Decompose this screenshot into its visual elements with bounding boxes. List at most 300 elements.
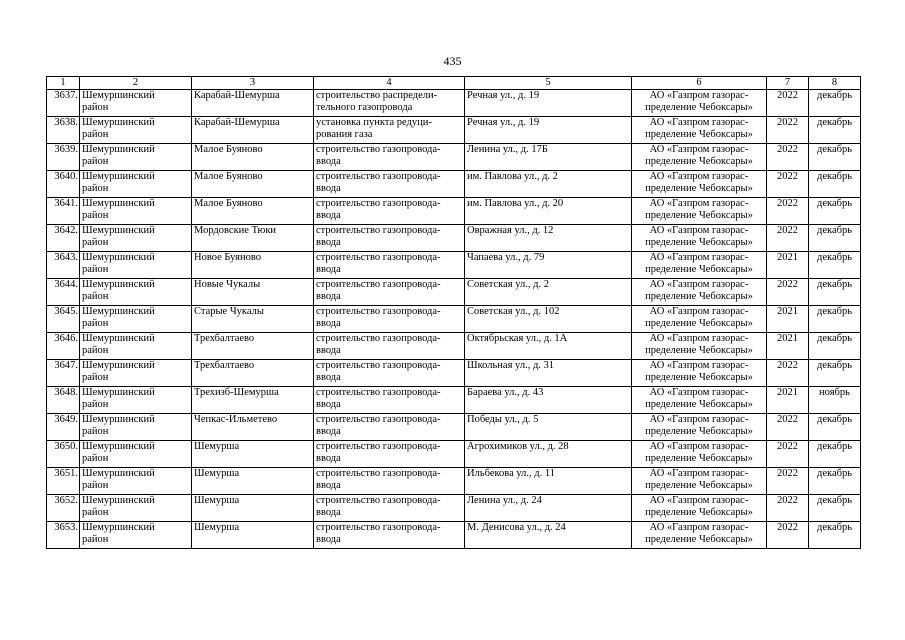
organization-cell xyxy=(632,414,767,441)
row-number xyxy=(47,144,80,171)
district-cell-line: Шемуршинский xyxy=(82,279,155,290)
locality-cell-line: Трехбалтаево xyxy=(194,360,255,371)
column-header: 5 xyxy=(465,77,632,90)
row-number-line: 3651. xyxy=(54,468,78,479)
table-row xyxy=(47,225,861,252)
work-type-cell xyxy=(314,306,465,333)
district-cell-line: район xyxy=(82,156,109,167)
year-cell-line: 2022 xyxy=(777,117,798,128)
month-cell xyxy=(809,90,861,117)
work-type-cell xyxy=(314,522,465,549)
month-cell-line: декабрь xyxy=(817,225,852,236)
organization-cell xyxy=(632,117,767,144)
work-type-cell-line: ввода xyxy=(316,534,341,545)
district-cell-line: Шемуршинский xyxy=(82,252,155,263)
address-cell-line: Советская ул., д. 2 xyxy=(467,279,549,290)
year-cell-line: 2021 xyxy=(777,252,798,263)
year-cell xyxy=(767,252,809,279)
organization-cell xyxy=(632,279,767,306)
month-cell-line: декабрь xyxy=(817,306,852,317)
row-number xyxy=(47,279,80,306)
work-type-cell-line: ввода xyxy=(316,156,341,167)
year-cell xyxy=(767,306,809,333)
address-cell-line: Речная ул., д. 19 xyxy=(467,117,540,128)
organization-cell-line: АО «Газпром газорас- xyxy=(649,414,749,425)
organization-cell xyxy=(632,387,767,414)
district-cell-line: район xyxy=(82,480,109,491)
district-cell-line: район xyxy=(82,210,109,221)
address-cell-line: Агрохимиков ул., д. 28 xyxy=(467,441,569,452)
organization-cell-line: пределение Чебоксары» xyxy=(645,129,753,140)
row-number xyxy=(47,360,80,387)
organization-cell-line: АО «Газпром газорас- xyxy=(649,225,749,236)
organization-cell-line: АО «Газпром газорас- xyxy=(649,117,749,128)
work-type-cell-line: строительство газопровода- xyxy=(316,468,441,479)
year-cell-line: 2022 xyxy=(777,495,798,506)
page-number: 435 xyxy=(443,54,462,68)
row-number xyxy=(47,468,80,495)
work-type-cell-line: строительство газопровода- xyxy=(316,198,441,209)
district-cell-line: Шемуршинский xyxy=(82,198,155,209)
month-cell-line: декабрь xyxy=(817,279,852,290)
work-type-cell xyxy=(314,387,465,414)
organization-cell-line: пределение Чебоксары» xyxy=(645,237,753,248)
organization-cell-line: АО «Газпром газорас- xyxy=(649,468,749,479)
work-type-cell-line: строительство газопровода- xyxy=(316,441,441,452)
district-cell-line: район xyxy=(82,291,109,302)
address-cell xyxy=(465,387,632,414)
month-cell-line: декабрь xyxy=(817,333,852,344)
work-type-cell xyxy=(314,495,465,522)
year-cell xyxy=(767,441,809,468)
year-cell-line: 2021 xyxy=(777,387,798,398)
year-cell-line: 2022 xyxy=(777,468,798,479)
month-cell xyxy=(809,414,861,441)
district-cell-line: Шемуршинский xyxy=(82,90,155,101)
year-cell xyxy=(767,198,809,225)
work-type-cell-line: ввода xyxy=(316,291,341,302)
address-cell xyxy=(465,117,632,144)
month-cell xyxy=(809,144,861,171)
month-cell xyxy=(809,360,861,387)
work-type-cell-line: строительство газопровода- xyxy=(316,225,441,236)
work-type-cell-line: ввода xyxy=(316,237,341,248)
row-number-line: 3645. xyxy=(54,306,78,317)
year-cell xyxy=(767,171,809,198)
work-type-cell xyxy=(314,225,465,252)
address-cell xyxy=(465,468,632,495)
year-cell xyxy=(767,333,809,360)
month-cell xyxy=(809,387,861,414)
organization-cell-line: АО «Газпром газорас- xyxy=(649,387,749,398)
table-row xyxy=(47,279,861,306)
row-number-line: 3640. xyxy=(54,171,78,182)
district-cell xyxy=(80,441,192,468)
work-type-cell xyxy=(314,468,465,495)
district-cell-line: район xyxy=(82,399,109,410)
table-row xyxy=(47,441,861,468)
month-cell-line: декабрь xyxy=(817,144,852,155)
month-cell xyxy=(809,441,861,468)
locality-cell xyxy=(192,198,314,225)
locality-cell-line: Новые Чукалы xyxy=(194,279,261,290)
address-cell xyxy=(465,144,632,171)
month-cell xyxy=(809,198,861,225)
work-type-cell-line: ввода xyxy=(316,345,341,356)
locality-cell-line: Трехизб-Шемурша xyxy=(194,387,279,398)
address-cell xyxy=(465,333,632,360)
month-cell-line: декабрь xyxy=(817,252,852,263)
year-cell xyxy=(767,360,809,387)
district-cell-line: Шемуршинский xyxy=(82,495,155,506)
locality-cell xyxy=(192,117,314,144)
work-type-cell-line: ввода xyxy=(316,264,341,275)
locality-cell-line: Шемурша xyxy=(194,522,240,533)
district-cell xyxy=(80,522,192,549)
organization-cell-line: пределение Чебоксары» xyxy=(645,453,753,464)
address-cell-line: им. Павлова ул., д. 20 xyxy=(467,198,564,209)
row-number-line: 3637. xyxy=(54,90,78,101)
year-cell-line: 2022 xyxy=(777,414,798,425)
table-row xyxy=(47,171,861,198)
locality-cell xyxy=(192,225,314,252)
address-cell xyxy=(465,414,632,441)
month-cell xyxy=(809,522,861,549)
address-cell-line: Речная ул., д. 19 xyxy=(467,90,540,101)
year-cell xyxy=(767,495,809,522)
work-type-cell-line: установка пункта редуци- xyxy=(316,117,432,128)
work-type-cell xyxy=(314,171,465,198)
district-cell xyxy=(80,333,192,360)
address-cell xyxy=(465,279,632,306)
district-cell xyxy=(80,414,192,441)
column-header: 2 xyxy=(80,77,192,90)
organization-cell-line: пределение Чебоксары» xyxy=(645,534,753,545)
address-cell xyxy=(465,252,632,279)
locality-cell xyxy=(192,441,314,468)
work-type-cell xyxy=(314,441,465,468)
column-header: 1 xyxy=(47,77,80,90)
district-cell-line: район xyxy=(82,102,109,113)
row-number xyxy=(47,441,80,468)
table-row xyxy=(47,522,861,549)
row-number xyxy=(47,495,80,522)
month-cell-line: ноябрь xyxy=(819,387,850,398)
district-cell-line: Шемуршинский xyxy=(82,171,155,182)
work-type-cell-line: тельного газопровода xyxy=(316,102,413,113)
organization-cell-line: АО «Газпром газорас- xyxy=(649,252,749,263)
district-cell xyxy=(80,495,192,522)
organization-cell-line: АО «Газпром газорас- xyxy=(649,144,749,155)
year-cell-line: 2021 xyxy=(777,333,798,344)
locality-cell-line: Шемурша xyxy=(194,468,240,479)
organization-cell-line: пределение Чебоксары» xyxy=(645,102,753,113)
year-cell xyxy=(767,468,809,495)
district-cell xyxy=(80,171,192,198)
organization-cell-line: пределение Чебоксары» xyxy=(645,399,753,410)
month-cell-line: декабрь xyxy=(817,171,852,182)
month-cell-line: декабрь xyxy=(817,495,852,506)
table-row xyxy=(47,198,861,225)
address-cell-line: им. Павлова ул., д. 2 xyxy=(467,171,558,182)
work-type-cell-line: ввода xyxy=(316,480,341,491)
organization-cell-line: АО «Газпром газорас- xyxy=(649,522,749,533)
locality-cell xyxy=(192,360,314,387)
row-number-line: 3644. xyxy=(54,279,78,290)
table-row xyxy=(47,495,861,522)
address-cell-line: Чапаева ул., д. 79 xyxy=(467,252,545,263)
district-cell xyxy=(80,117,192,144)
row-number-line: 3643. xyxy=(54,252,78,263)
address-cell-line: Победы ул., д. 5 xyxy=(467,414,539,425)
district-cell-line: район xyxy=(82,534,109,545)
table-row xyxy=(47,252,861,279)
district-cell xyxy=(80,387,192,414)
locality-cell xyxy=(192,387,314,414)
locality-cell-line: Трехбалтаево xyxy=(194,333,255,344)
month-cell-line: декабрь xyxy=(817,90,852,101)
row-number xyxy=(47,117,80,144)
organization-cell-line: пределение Чебоксары» xyxy=(645,291,753,302)
organization-cell-line: АО «Газпром газорас- xyxy=(649,171,749,182)
organization-cell-line: пределение Чебоксары» xyxy=(645,345,753,356)
organization-cell xyxy=(632,306,767,333)
row-number-line: 3648. xyxy=(54,387,78,398)
organization-cell-line: пределение Чебоксары» xyxy=(645,183,753,194)
organization-cell xyxy=(632,468,767,495)
row-number xyxy=(47,306,80,333)
work-type-cell-line: ввода xyxy=(316,399,341,410)
organization-cell-line: АО «Газпром газорас- xyxy=(649,306,749,317)
year-cell-line: 2022 xyxy=(777,441,798,452)
work-type-cell-line: ввода xyxy=(316,210,341,221)
district-cell xyxy=(80,360,192,387)
address-cell xyxy=(465,495,632,522)
locality-cell-line: Новое Буяново xyxy=(194,252,261,263)
column-header: 3 xyxy=(192,77,314,90)
district-cell xyxy=(80,225,192,252)
year-cell-line: 2022 xyxy=(777,144,798,155)
locality-cell xyxy=(192,414,314,441)
row-number xyxy=(47,90,80,117)
locality-cell-line: Старые Чукалы xyxy=(194,306,264,317)
district-cell-line: Шемуршинский xyxy=(82,414,155,425)
address-cell-line: Ленина ул., д. 24 xyxy=(467,495,542,506)
year-cell-line: 2022 xyxy=(777,279,798,290)
organization-cell xyxy=(632,360,767,387)
month-cell-line: декабрь xyxy=(817,522,852,533)
table-row xyxy=(47,414,861,441)
locality-cell-line: Малое Буяново xyxy=(194,171,263,182)
organization-cell-line: АО «Газпром газорас- xyxy=(649,279,749,290)
locality-cell xyxy=(192,279,314,306)
work-type-cell-line: строительство газопровода- xyxy=(316,279,441,290)
work-type-cell-line: строительство газопровода- xyxy=(316,171,441,182)
locality-cell-line: Шемурша xyxy=(194,441,240,452)
work-type-cell xyxy=(314,252,465,279)
work-type-cell-line: ввода xyxy=(316,426,341,437)
district-cell-line: район xyxy=(82,183,109,194)
work-type-cell-line: ввода xyxy=(316,318,341,329)
row-number xyxy=(47,225,80,252)
table-row xyxy=(47,144,861,171)
row-number-line: 3646. xyxy=(54,333,78,344)
address-cell-line: Октябрьская ул., д. 1А xyxy=(467,333,568,344)
row-number xyxy=(47,333,80,360)
organization-cell xyxy=(632,144,767,171)
district-cell-line: Шемуршинский xyxy=(82,225,155,236)
locality-cell xyxy=(192,144,314,171)
month-cell xyxy=(809,306,861,333)
month-cell-line: декабрь xyxy=(817,117,852,128)
month-cell-line: декабрь xyxy=(817,360,852,371)
table-body xyxy=(47,90,861,549)
organization-cell-line: АО «Газпром газорас- xyxy=(649,495,749,506)
month-cell xyxy=(809,252,861,279)
address-cell-line: Овражная ул., д. 12 xyxy=(467,225,554,236)
address-cell-line: М. Денисова ул., д. 24 xyxy=(467,522,566,533)
district-cell-line: район xyxy=(82,264,109,275)
address-cell xyxy=(465,90,632,117)
column-header: 6 xyxy=(632,77,767,90)
district-cell-line: Шемуршинский xyxy=(82,468,155,479)
district-cell-line: район xyxy=(82,426,109,437)
row-number-line: 3650. xyxy=(54,441,78,452)
district-cell xyxy=(80,468,192,495)
organization-cell-line: пределение Чебоксары» xyxy=(645,318,753,329)
row-number-line: 3642. xyxy=(54,225,78,236)
district-cell-line: Шемуршинский xyxy=(82,144,155,155)
district-cell xyxy=(80,279,192,306)
work-type-cell xyxy=(314,333,465,360)
year-cell-line: 2022 xyxy=(777,90,798,101)
organization-cell-line: пределение Чебоксары» xyxy=(645,210,753,221)
work-type-cell-line: ввода xyxy=(316,372,341,383)
locality-cell-line: Чепкас-Ильметево xyxy=(194,414,278,425)
table-row xyxy=(47,333,861,360)
month-cell xyxy=(809,495,861,522)
row-number-line: 3652. xyxy=(54,495,78,506)
work-type-cell-line: строительство газопровода- xyxy=(316,522,441,533)
locality-cell xyxy=(192,252,314,279)
address-cell-line: Ленина ул., д. 17Б xyxy=(467,144,548,155)
row-number-line: 3649. xyxy=(54,414,78,425)
year-cell xyxy=(767,522,809,549)
work-type-cell xyxy=(314,279,465,306)
address-cell-line: Советская ул., д. 102 xyxy=(467,306,560,317)
year-cell-line: 2022 xyxy=(777,171,798,182)
locality-cell xyxy=(192,495,314,522)
work-type-cell xyxy=(314,117,465,144)
year-cell xyxy=(767,90,809,117)
district-cell xyxy=(80,90,192,117)
district-cell xyxy=(80,306,192,333)
locality-cell-line: Малое Буяново xyxy=(194,198,263,209)
district-cell-line: Шемуршинский xyxy=(82,333,155,344)
organization-cell xyxy=(632,495,767,522)
work-type-cell-line: строительство распредели- xyxy=(316,90,438,101)
work-type-cell-line: строительство газопровода- xyxy=(316,360,441,371)
address-cell xyxy=(465,225,632,252)
column-header: 4 xyxy=(314,77,465,90)
work-type-cell-line: строительство газопровода- xyxy=(316,387,441,398)
year-cell-line: 2021 xyxy=(777,306,798,317)
row-number xyxy=(47,387,80,414)
year-cell-line: 2022 xyxy=(777,360,798,371)
table-row xyxy=(47,306,861,333)
locality-cell xyxy=(192,468,314,495)
row-number xyxy=(47,198,80,225)
district-cell-line: район xyxy=(82,318,109,329)
district-cell-line: Шемуршинский xyxy=(82,117,155,128)
district-cell-line: Шемуршинский xyxy=(82,387,155,398)
organization-cell xyxy=(632,198,767,225)
address-cell-line: Школьная ул., д. 31 xyxy=(467,360,555,371)
month-cell xyxy=(809,333,861,360)
district-cell xyxy=(80,198,192,225)
district-cell-line: Шемуршинский xyxy=(82,306,155,317)
organization-cell-line: пределение Чебоксары» xyxy=(645,507,753,518)
row-number-line: 3638. xyxy=(54,117,78,128)
district-cell-line: Шемуршинский xyxy=(82,441,155,452)
district-cell xyxy=(80,144,192,171)
work-type-cell-line: строительство газопровода- xyxy=(316,252,441,263)
table-row xyxy=(47,468,861,495)
locality-cell-line: Карабай-Шемурша xyxy=(194,90,280,101)
year-cell xyxy=(767,414,809,441)
work-type-cell-line: ввода xyxy=(316,183,341,194)
organization-cell xyxy=(632,171,767,198)
row-number-line: 3653. xyxy=(54,522,78,533)
year-cell xyxy=(767,117,809,144)
district-cell-line: район xyxy=(82,507,109,518)
organization-cell-line: АО «Газпром газорас- xyxy=(649,441,749,452)
district-cell xyxy=(80,252,192,279)
work-type-cell-line: строительство газопровода- xyxy=(316,306,441,317)
locality-cell xyxy=(192,171,314,198)
month-cell xyxy=(809,171,861,198)
year-cell-line: 2022 xyxy=(777,198,798,209)
organization-cell xyxy=(632,225,767,252)
column-header: 8 xyxy=(809,77,861,90)
row-number xyxy=(47,522,80,549)
year-cell xyxy=(767,225,809,252)
month-cell-line: декабрь xyxy=(817,468,852,479)
district-cell-line: Шемуршинский xyxy=(82,522,155,533)
month-cell-line: декабрь xyxy=(817,414,852,425)
locality-cell-line: Шемурша xyxy=(194,495,240,506)
locality-cell xyxy=(192,522,314,549)
table-row xyxy=(47,117,861,144)
year-cell-line: 2022 xyxy=(777,225,798,236)
address-cell xyxy=(465,306,632,333)
month-cell xyxy=(809,225,861,252)
organization-cell-line: пределение Чебоксары» xyxy=(645,372,753,383)
address-cell xyxy=(465,198,632,225)
year-cell xyxy=(767,387,809,414)
work-type-cell-line: строительство газопровода- xyxy=(316,495,441,506)
organization-cell-line: пределение Чебоксары» xyxy=(645,156,753,167)
district-cell-line: район xyxy=(82,237,109,248)
address-cell-line: Ильбекова ул., д. 11 xyxy=(467,468,556,479)
gasification-table xyxy=(46,76,861,549)
month-cell xyxy=(809,279,861,306)
organization-cell xyxy=(632,90,767,117)
row-number-line: 3641. xyxy=(54,198,78,209)
work-type-cell xyxy=(314,198,465,225)
month-cell-line: декабрь xyxy=(817,441,852,452)
district-cell-line: район xyxy=(82,372,109,383)
